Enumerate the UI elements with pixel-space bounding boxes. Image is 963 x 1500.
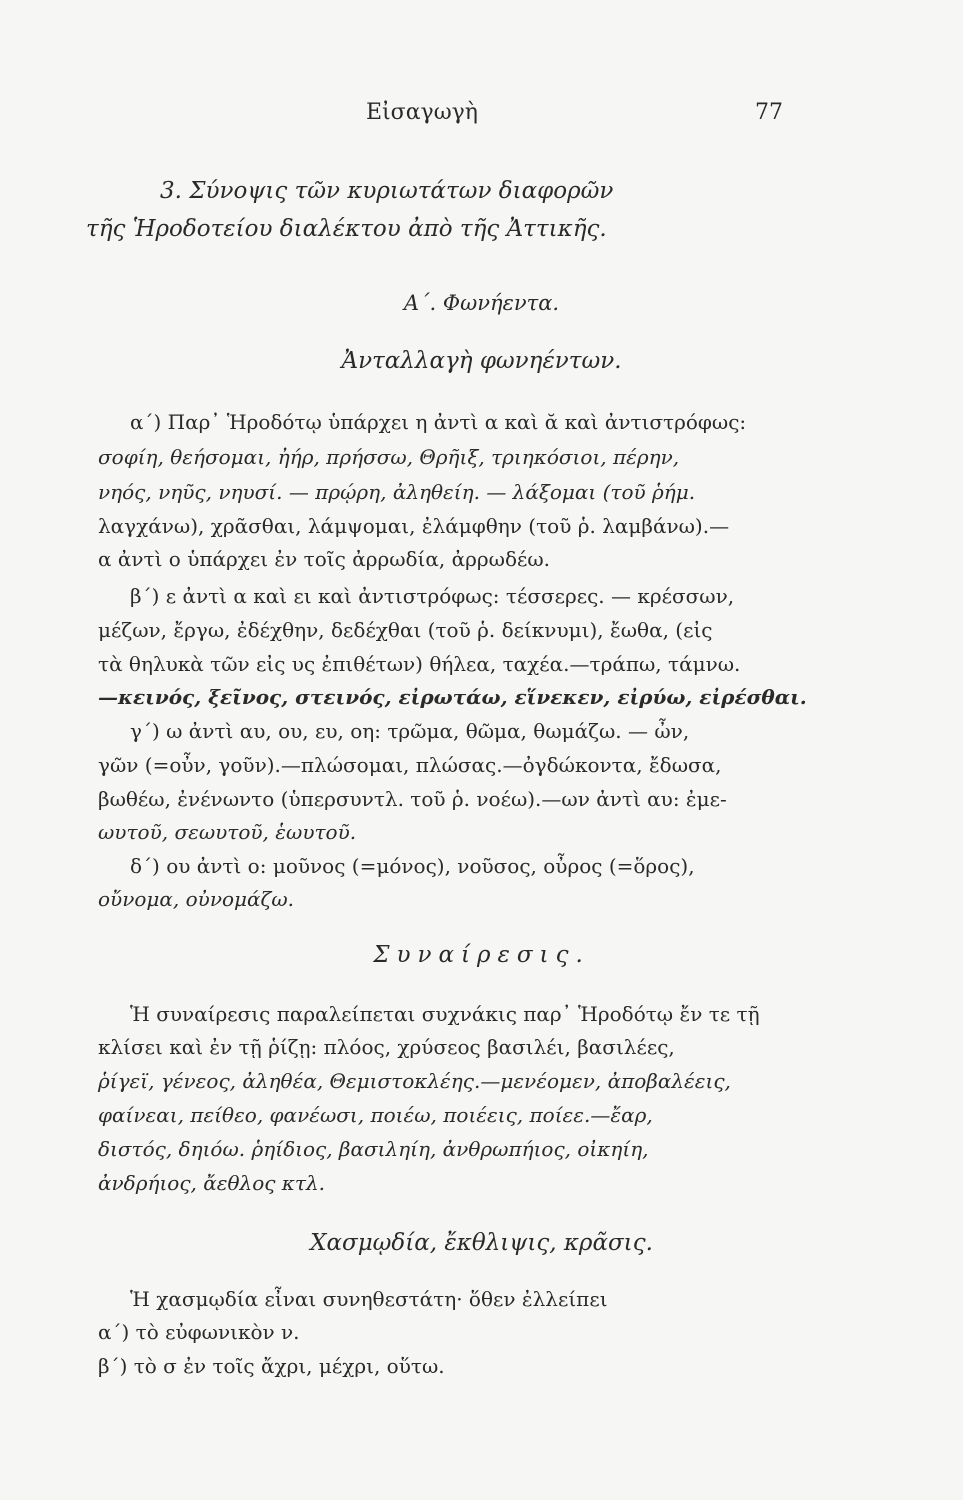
chasmodia-heading: Χασμῳδία, ἔκθλιψις, κρᾶσις. [310, 1230, 653, 1256]
synairesis-line: κλίσει καὶ ἐν τῇ ῥίζῃ: πλόος, χρύσεος βασιλέι, βασιλέες, [98, 1035, 675, 1059]
para-alpha-line: λαγχάνω), χρᾶσθαι, λάμψομαι, ἐλάμφθην (τοῦ ῥ. λαμβάνω).— [98, 514, 730, 538]
para-gamma-line: γῶν (=οὖν, γοῦν).—πλώσομαι, πλώσας.—ὀγδώκοντα, ἔδωσα, [98, 753, 722, 777]
para-beta-line: —κεινός, ξεῖνος, στεινός, εἰρωτάω, εἵνεκεν, εἰρύω, εἰρέσθαι. [98, 685, 807, 709]
para-beta-line: β΄) ε ἀντὶ α καὶ ει καὶ ἀντιστρόφως: τέσσερες. — κρέσσων, [130, 584, 735, 608]
para-gamma-line: βωθέω, ἐνένωντο (ὑπερσυντλ. τοῦ ῥ. νοέω).—ων ἀντὶ αυ: ἐμε- [98, 787, 727, 811]
synairesis-line: διστός, δηιόω. ῥηίδιος, βασιληίη, ἀνθρωπήιος, οἰκηίη, [98, 1137, 649, 1161]
synairesis-line: φαίνεαι, πείθεο, φανέωσι, ποιέω, ποιέεις, ποίεε.—ἔαρ, [98, 1103, 653, 1127]
subtitle-vowels: Α΄. Φωνήεντα. [403, 291, 560, 315]
synairesis-line: ῥίγεϊ, γένεος, ἀληθέα, Θεμιστοκλέης.—μενέομεν, ἀποβαλέεις, [98, 1069, 731, 1093]
chasmodia-line: Ἡ χασμῳδία εἶναι συνηθεστάτη· ὅθεν ἐλλείπει [130, 1287, 608, 1311]
para-beta-line: μέζων, ἔργω, ἐδέχθην, δεδέχθαι (τοῦ ῥ. δείκνυμι), ἔωθα, (εἰς [98, 618, 713, 642]
subhead-vowel-exchange: Ἀνταλλαγὴ φωνηέντων. [341, 348, 622, 374]
para-delta-line: οὔνομα, οὐνομάζω. [98, 887, 295, 911]
synairesis-line: ἀνδρήιος, ἄεθλος κτλ. [98, 1171, 326, 1195]
running-head [0, 100, 963, 130]
para-gamma-line: γ΄) ω ἀντὶ αυ, ου, ευ, οη: τρῶμα, θῶμα, θωμάζω. — ὦν, [130, 719, 690, 743]
section-title-line-2: τῆς Ἡροδοτείου διαλέκτου ἀπὸ τῆς Ἀττικῆς. [86, 216, 607, 242]
para-alpha-line: σοφίη, θεήσομαι, ἠήρ, πρήσσω, Θρῆιξ, τριηκόσιοι, πέρην, [98, 445, 680, 469]
chasmodia-line: β΄) τὸ σ ἐν τοῖς ἄχρι, μέχρι, οὕτω. [98, 1354, 445, 1378]
para-gamma-line: ωυτοῦ, σεωυτοῦ, ἑωυτοῦ. [98, 820, 357, 844]
para-alpha-line: α΄) Παρ᾿ Ἡροδότῳ ὑπάρχει η ἀντὶ α καὶ ᾰ καὶ ἀντιστρόφως: [130, 410, 747, 434]
para-delta-line: δ΄) ου ἀντὶ ο: μοῦνος (=μόνος), νοῦσος, οὖρος (=ὅρος), [130, 854, 695, 878]
section-title-line-1: 3. Σύνοψις τῶν κυριωτάτων διαφορῶν [160, 178, 614, 204]
synairesis-heading: Συναίρεσις. [373, 942, 590, 968]
para-beta-line: τὰ θηλυκὰ τῶν εἰς υς ἐπιθέτων) θήλεα, ταχέα.—τράπω, τάμνω. [98, 652, 741, 676]
synairesis-line: Ἡ συναίρεσις παραλείπεται συχνάκις παρ᾿ Ἡροδότῳ ἔν τε τῇ [130, 1002, 760, 1026]
para-alpha-line: νηός, νηῦς, νηυσί. — πρῴρη, ἀληθείη. — λάξομαι (τοῦ ῥήμ. [98, 480, 696, 504]
running-title: Εἰσαγωγὴ [366, 100, 478, 125]
chasmodia-line: α΄) τὸ εὐφωνικὸν ν. [98, 1320, 300, 1344]
page-number: 77 [755, 100, 783, 125]
para-alpha-line: α ἀντὶ ο ὑπάρχει ἐν τοῖς ἀρρωδία, ἀρρωδέω. [98, 547, 551, 571]
